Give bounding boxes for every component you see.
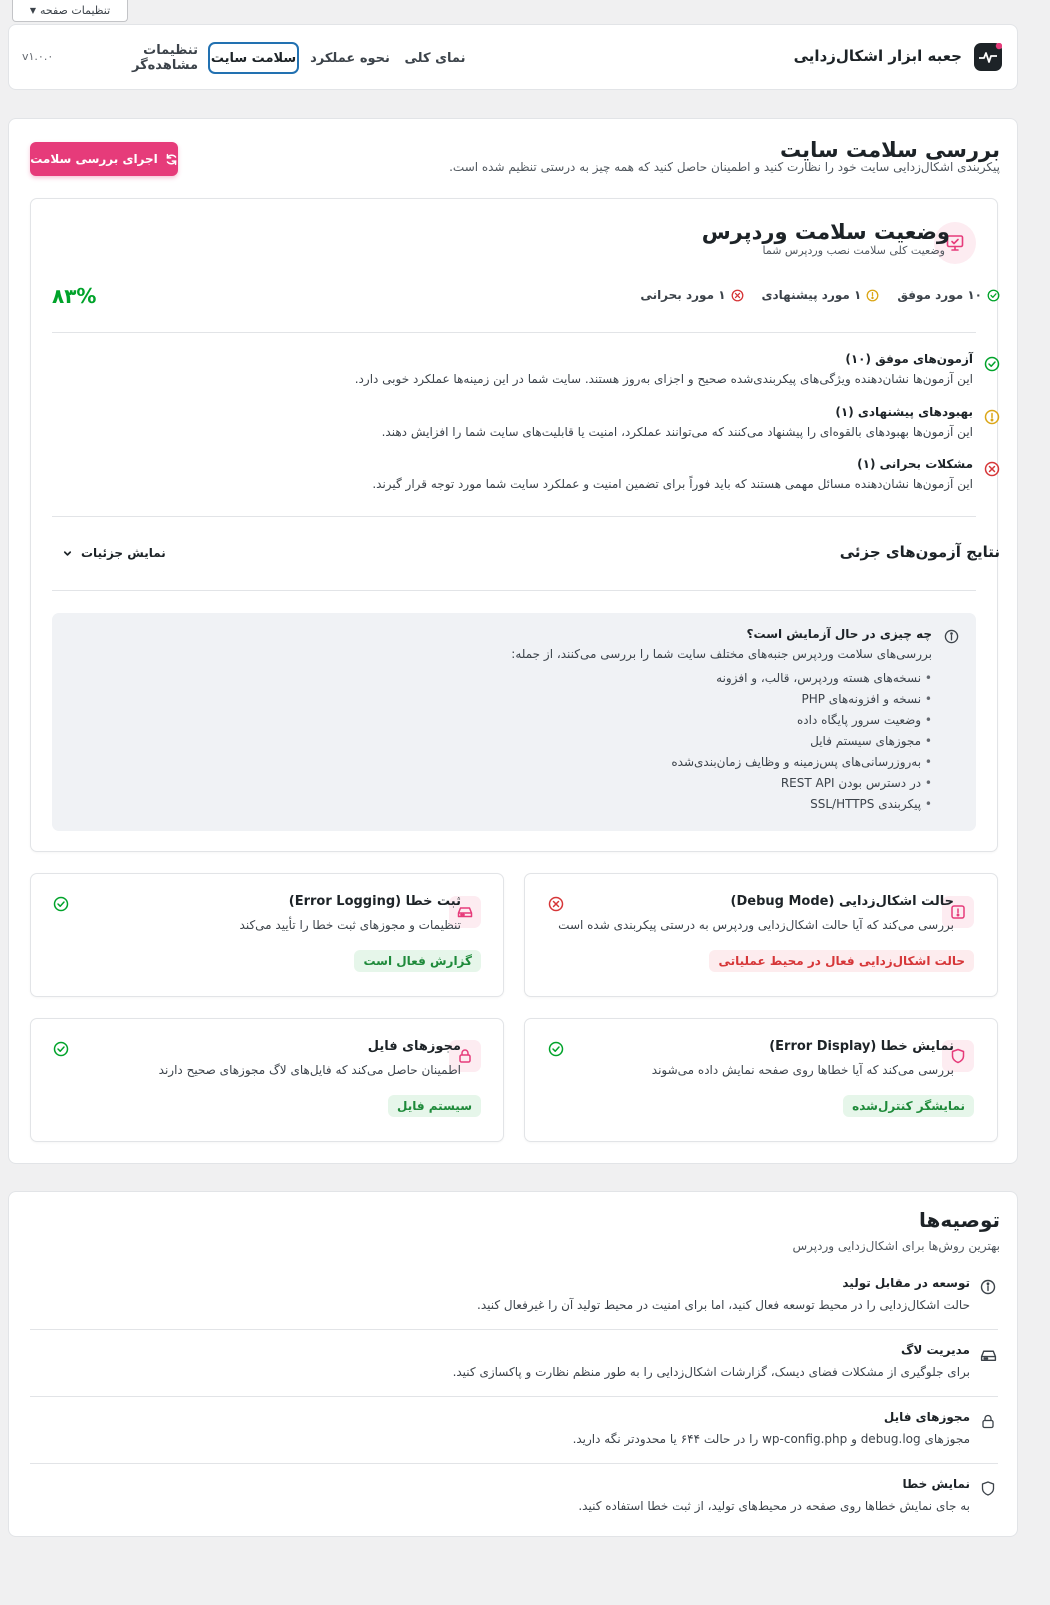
recommendation-title: نمایش خطا <box>902 1477 970 1491</box>
check-title: حالت اشکال‌زدایی (Debug Mode) <box>730 894 954 909</box>
group-critical <box>360 457 1000 491</box>
version-label: v۱.۰.۰ <box>22 50 54 63</box>
caret-down-icon: ▼ <box>29 6 36 15</box>
group-desc: این آزمون‌ها نشان‌دهنده ویژگی‌های پیکربندی‌شده صحیح و اجزای به‌روز هستند. سایت شما در این زمینه‌ها عملکرد خوبی دارد. <box>354 372 973 386</box>
group-desc: این آزمون‌ها بهبودهای بالقوه‌ای را پیشنهاد می‌کنند که می‌توانند عملکرد، امنیت یا قابلیت‌های سایت شما را افزایش دهند. <box>381 425 973 439</box>
group-recommended <box>360 405 1000 439</box>
status-subtitle: وضعیت کلی سلامت نصب وردپرس شما <box>762 244 945 257</box>
recommendation-desc: حالت اشکال‌زدایی را در محیط توسعه فعال کنید، اما برای امنیت در محیط تولید آن را غیرفعال کنید. <box>477 1298 970 1312</box>
recommendations-subtitle: بهترین روش‌ها برای اشکال‌زدایی وردپرس <box>792 1239 1000 1253</box>
status-badge: نمایشگر کنترل‌شده <box>843 1095 974 1117</box>
group-passed <box>354 352 1000 386</box>
refresh-icon <box>165 153 178 166</box>
stat-recommended: ۱ مورد پیشنهادی <box>761 288 862 302</box>
check-card-file-permissions <box>30 1018 504 1142</box>
testing-info-list <box>671 668 932 815</box>
check-circle-icon <box>984 356 1000 372</box>
check-card-error-display <box>524 1018 998 1142</box>
health-score: ۸۳% <box>52 284 97 308</box>
list-item: • نسخه و افزونه‌های PHP <box>671 689 932 710</box>
recommendation-desc: به جای نمایش خطاها روی صفحه در محیط‌های تولید، از ثبت خطا استفاده کنید. <box>578 1499 970 1513</box>
show-details-toggle[interactable] <box>62 546 166 560</box>
info-icon <box>980 1279 996 1295</box>
tab-site-health[interactable]: سلامت سایت <box>208 42 299 74</box>
tab-how-it-works[interactable]: نحوه عملکرد <box>310 50 390 66</box>
check-desc: تنظیمات و مجوزهای ثبت خطا را تأیید می‌کند <box>239 918 461 932</box>
recommendation-desc: مجوزهای debug.log و wp-config.php را در حالت ۶۴۴ یا محدودتر نگه دارید. <box>572 1432 970 1446</box>
divider <box>52 332 976 333</box>
group-title: آزمون‌های موفق (۱۰) <box>845 352 973 366</box>
divider <box>30 1329 998 1330</box>
chevron-down-icon <box>62 548 73 559</box>
warning-circle-icon <box>984 409 1000 425</box>
list-item: • پیکربندی SSL/HTTPS <box>671 794 932 815</box>
divider <box>52 516 976 517</box>
check-desc: اطمینان حاصل می‌کند که فایل‌های لاگ مجوزهای صحیح دارند <box>158 1063 461 1077</box>
check-circle-icon <box>53 1041 69 1057</box>
page-settings-label: تنظیمات صفحه <box>39 4 111 17</box>
group-title: مشکلات بحرانی (۱) <box>857 457 973 471</box>
check-desc: بررسی می‌کند که آیا حالت اشکال‌زدایی وردپرس به درستی پیکربندی شده است <box>558 918 954 932</box>
run-health-check-label: اجرای بررسی سلامت <box>30 152 158 166</box>
group-desc: این آزمون‌ها نشان‌دهنده مسائل مهمی هستند که باید فوراً برای تضمین امنیت و عملکرد سایت شما مورد توجه قرار گیرند. <box>372 477 973 491</box>
recommendation-title: توسعه در مقابل تولید <box>842 1276 970 1290</box>
status-title: وضعیت سلامت وردپرس <box>701 220 950 244</box>
tab-viewer-settings[interactable]: تنظیمات مشاهده‌گر <box>131 43 198 73</box>
run-health-check-button[interactable] <box>30 142 178 176</box>
stats-row <box>640 288 1000 302</box>
status-badge: گزارش فعال است <box>354 950 481 972</box>
results-title: نتایج آزمون‌های جزئی <box>839 543 1000 561</box>
page-subtitle: پیکربندی اشکال‌زدایی سایت خود را نظارت کنید و اطمینان حاصل کنید که همه چیز به درستی تنظیم شده است. <box>449 160 1000 174</box>
app-logo-icon <box>974 43 1002 71</box>
x-circle-icon <box>548 896 564 912</box>
testing-info-title: چه چیزی در حال آزمایش است؟ <box>746 627 932 641</box>
list-item: • در دسترس بودن REST API <box>671 773 932 794</box>
divider <box>52 590 976 591</box>
tab-overview[interactable]: نمای کلی <box>404 50 466 66</box>
lock-icon <box>980 1413 996 1430</box>
app-title: جعبه ابزار اشکال‌زدایی <box>793 47 962 65</box>
recommendation-title: مجوزهای فایل <box>883 1410 970 1424</box>
check-card-debug-mode <box>524 873 998 997</box>
group-title: بهبودهای پیشنهادی (۱) <box>835 405 973 419</box>
divider <box>30 1396 998 1397</box>
x-circle-icon <box>731 289 744 302</box>
status-badge: سیستم فایل <box>388 1095 481 1117</box>
stat-critical: ۱ مورد بحرانی <box>640 288 726 302</box>
page-title: بررسی سلامت سایت <box>779 138 1000 162</box>
check-circle-icon <box>548 1041 564 1057</box>
hard-drive-icon <box>980 1347 997 1364</box>
divider <box>30 1463 998 1464</box>
recommendation-desc: برای جلوگیری از مشکلات فضای دیسک، گزارشات اشکال‌زدایی را به طور منظم نظارت و پاکسازی کنید. <box>452 1365 970 1379</box>
x-circle-icon <box>984 461 1000 477</box>
info-icon <box>944 629 959 644</box>
page-settings-toggle[interactable] <box>12 0 128 22</box>
list-item: • وضعیت سرور پایگاه داده <box>671 710 932 731</box>
check-card-error-logging <box>30 873 504 997</box>
check-desc: بررسی می‌کند که آیا خطاها روی صفحه نمایش داده می‌شوند <box>651 1063 954 1077</box>
status-badge: حالت اشکال‌زدایی فعال در محیط عملیاتی <box>709 950 974 972</box>
check-title: نمایش خطا (Error Display) <box>769 1039 954 1054</box>
recommendations-title: توصیه‌ها <box>918 1208 1000 1232</box>
recommendation-title: مدیریت لاگ <box>901 1343 970 1357</box>
stat-passed: ۱۰ مورد موفق <box>897 288 982 302</box>
check-title: مجوزهای فایل <box>367 1039 461 1054</box>
list-item: • به‌روزرسانی‌های پس‌زمینه و وظایف زمان‌بندی‌شده <box>671 752 932 773</box>
list-item: • مجوزهای سیستم فایل <box>671 731 932 752</box>
warning-circle-icon <box>866 289 879 302</box>
shield-icon <box>980 1480 996 1497</box>
testing-info-intro: بررسی‌های سلامت وردپرس جنبه‌های مختلف سایت شما را بررسی می‌کنند، از جمله: <box>511 647 932 661</box>
list-item: • نسخه‌های هسته وردپرس، قالب، و افزونه <box>671 668 932 689</box>
show-details-label: نمایش جزئیات <box>81 546 166 560</box>
check-circle-icon <box>987 289 1000 302</box>
check-circle-icon <box>53 896 69 912</box>
check-title: ثبت خطا (Error Logging) <box>288 894 461 909</box>
